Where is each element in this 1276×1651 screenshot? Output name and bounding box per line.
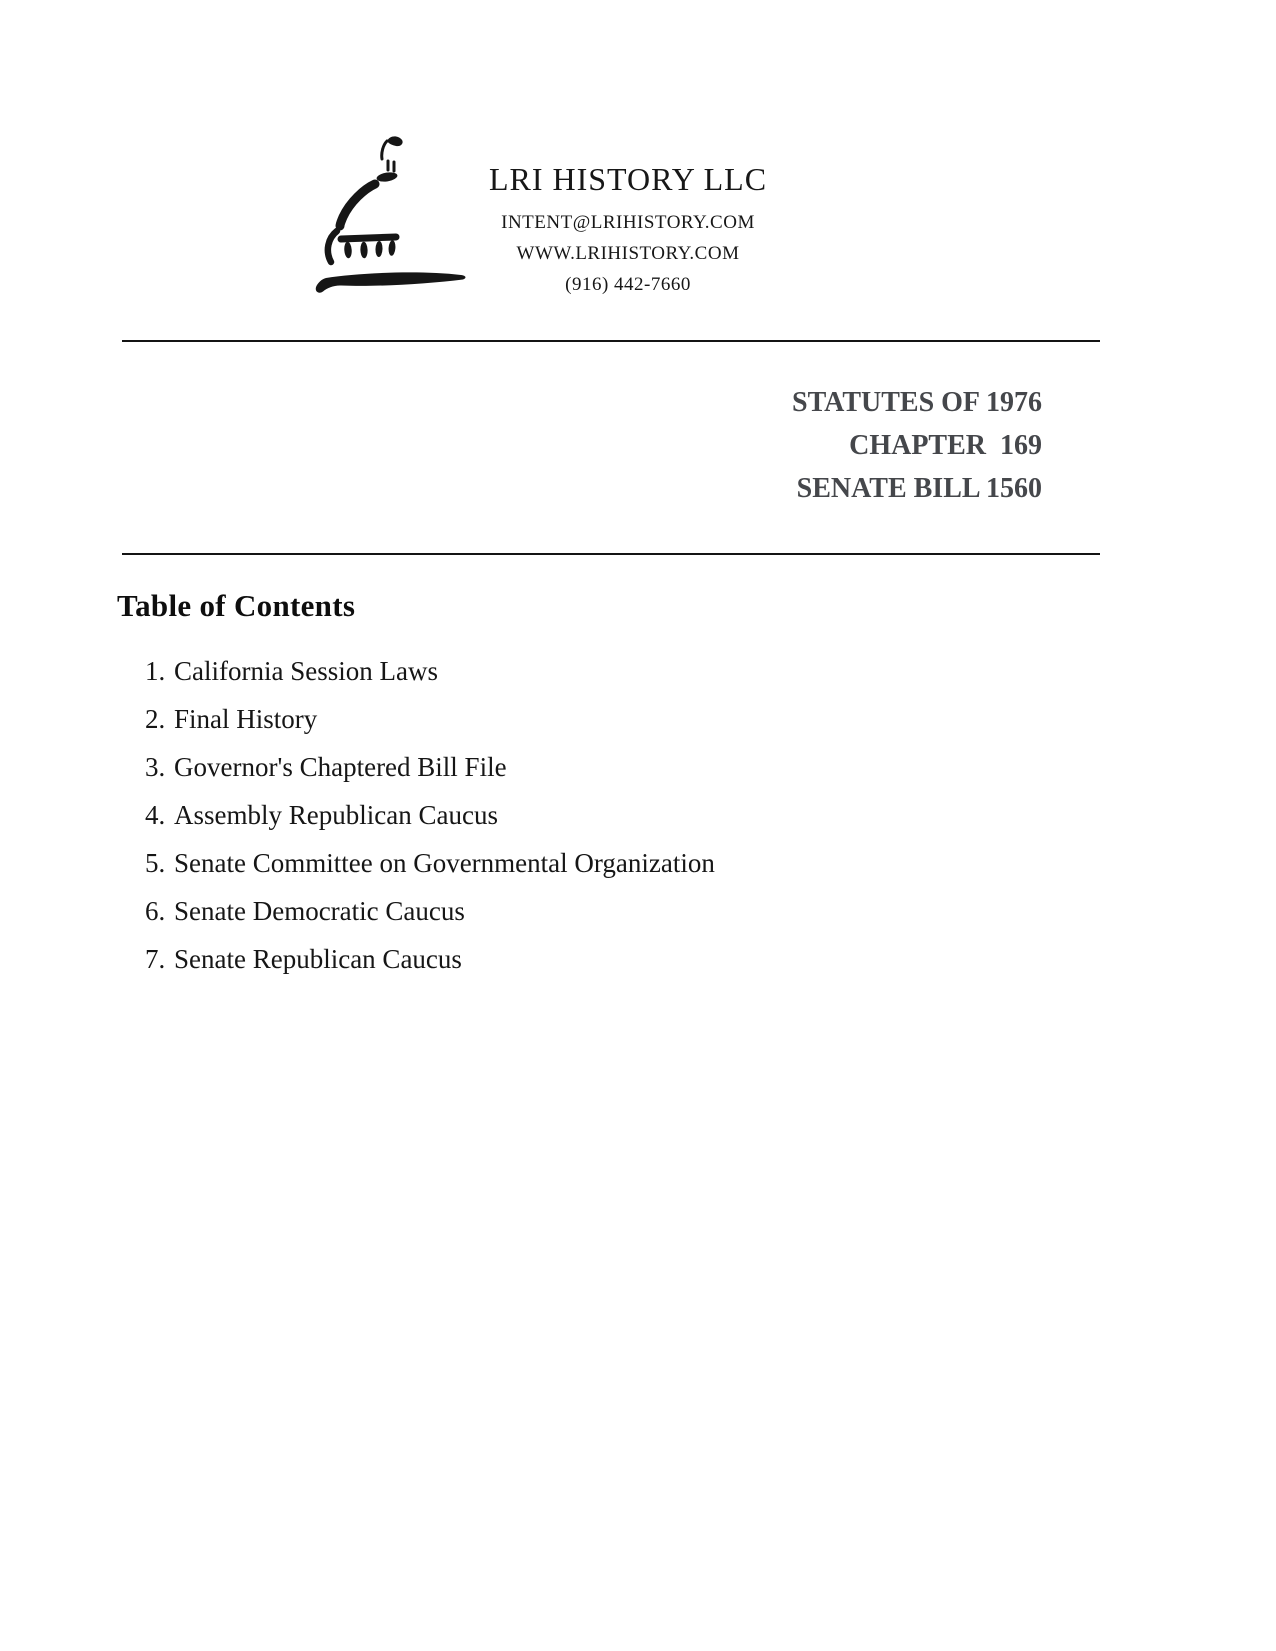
toc-item [145, 839, 715, 887]
company-website: WWW.LRIHISTORY.COM [516, 243, 740, 264]
toc-item-label: Assembly Republican Caucus [174, 799, 498, 830]
capitol-dome-icon [296, 132, 468, 297]
toc-item-number: 7. [145, 943, 166, 974]
toc-item-number: 5. [145, 847, 166, 878]
toc-item-label: Senate Democratic Caucus [174, 895, 465, 926]
toc-item [145, 743, 715, 791]
senate-bill-line: SENATE BILL 1560 [796, 473, 1042, 504]
toc-item-label: Final History [174, 703, 318, 734]
letterhead [448, 160, 808, 300]
toc-item [145, 647, 715, 695]
divider-bottom [122, 553, 1100, 555]
toc-item-number: 2. [145, 703, 166, 734]
company-name: LRI HISTORY LLC [488, 161, 768, 197]
toc-list [145, 647, 715, 983]
chapter-line: CHAPTER 169 [849, 430, 1042, 461]
toc-item [145, 695, 715, 743]
toc-item-number: 4. [145, 799, 166, 830]
toc-item [145, 935, 715, 983]
toc-item-number: 3. [145, 751, 166, 782]
toc-item-number: 6. [145, 895, 166, 926]
toc-heading: Table of Contents [117, 588, 356, 623]
toc-item-label: California Session Laws [174, 655, 438, 686]
toc-item-label: Senate Committee on Governmental Organization [174, 847, 715, 878]
company-phone: (916) 442-7660 [565, 274, 691, 295]
divider-top [122, 340, 1100, 342]
statutes-line: STATUTES OF 1976 [792, 387, 1042, 418]
capitol-dome-sketch [296, 132, 468, 297]
toc-item-label: Governor's Chaptered Bill File [174, 751, 507, 782]
toc-item-label: Senate Republican Caucus [174, 943, 462, 974]
toc-item [145, 887, 715, 935]
company-email: INTENT@LRIHISTORY.COM [501, 212, 755, 233]
toc-item [145, 791, 715, 839]
toc-item-number: 1. [145, 655, 166, 686]
document-title-block [792, 381, 1042, 510]
